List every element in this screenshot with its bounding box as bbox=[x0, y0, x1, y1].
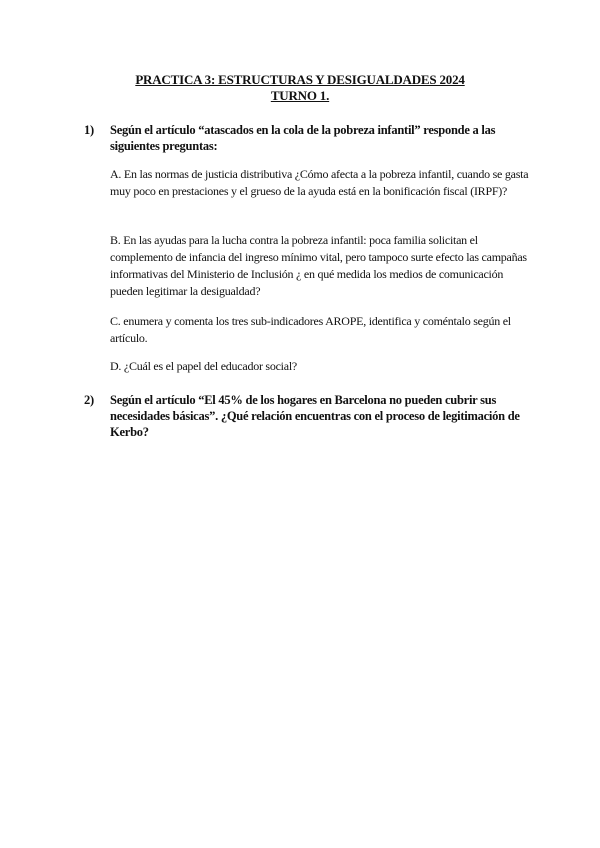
title-block bbox=[0, 72, 600, 104]
document-title: PRACTICA 3: ESTRUCTURAS Y DESIGUALDADES 2024 bbox=[135, 72, 465, 87]
document-subtitle: TURNO 1. bbox=[270, 88, 330, 103]
subquestion-b: B. En las ayudas para la lucha contra la pobreza infantil: poca familia solicitan el complemento de infancia del ingreso mínimo vital, pero tampoco surte efecto las campañas informativas del Ministerio de Inclusión ¿ en qué medida los medios de comunicación pueden legitimar la desigualdad? bbox=[110, 233, 527, 298]
question-2-text: Según el artículo “El 45% de los hogares en Barcelona no pueden cubrir sus necesidades básicas”. ¿Qué relación encuentras con el proceso de legitimación de Kerbo? bbox=[110, 393, 520, 439]
question-2-number: 2) bbox=[84, 393, 94, 407]
subquestion-a: A. En las normas de justicia distributiva ¿Cómo afecta a la pobreza infantil, cuando se gasta muy poco en prestaciones y el grueso de la ayuda está en la bonificación fiscal (IRPF)? bbox=[110, 167, 529, 198]
question-1-number: 1) bbox=[84, 123, 94, 137]
question-1-text: Según el artículo “atascados en la cola de la pobreza infantil” responde a las siguientes preguntas: bbox=[110, 123, 496, 153]
subquestion-c: C. enumera y comenta los tres sub-indicadores AROPE, identifica y coméntalo según el artículo. bbox=[110, 314, 511, 345]
subquestion-d: D. ¿Cuál es el papel del educador social? bbox=[110, 359, 297, 373]
